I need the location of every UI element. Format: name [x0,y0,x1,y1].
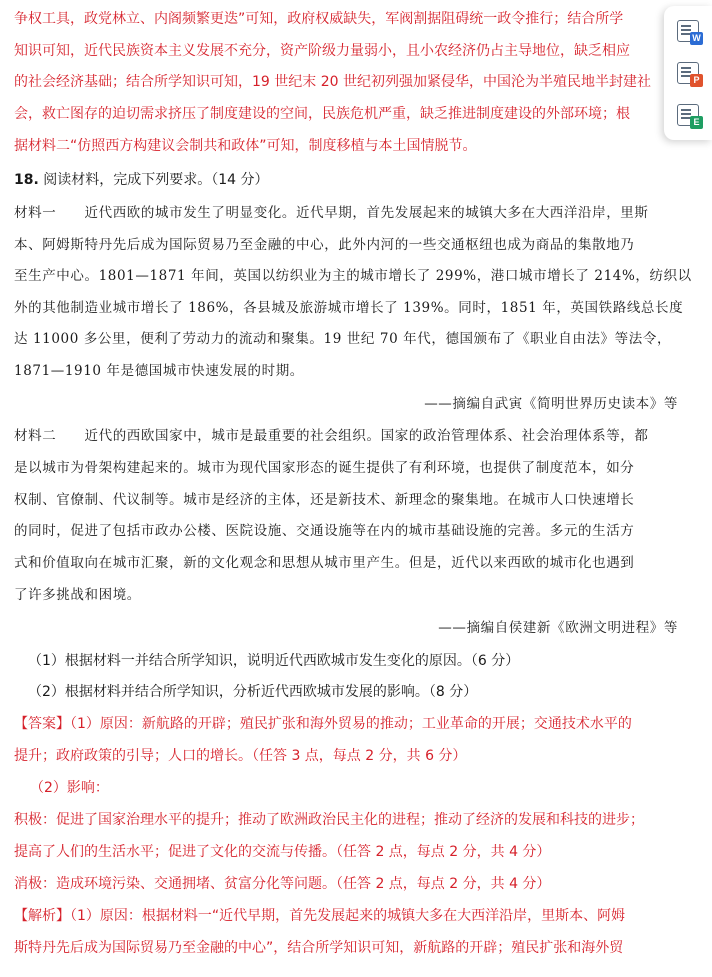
material1-line: 1871—1910 年是德国城市快速发展的时期。 [14,363,304,379]
prev-answer-line: 据材料二“仿照西方构建议会制共和政体”可知，制度移植与本土国情脱节。 [14,138,477,154]
side-toolbar [664,6,712,140]
analysis-line: 斯特丹先后成为国际贸易乃至金融的中心”，结合所学知识可知，新航路的开辟；殖民扩张和海外贸 [14,940,624,956]
excel-tag: E [690,116,703,129]
answer-line: 【答案】（1）原因：新航路的开辟；殖民扩张和海外贸易的推动；工业革命的开展；交通技术水平的 [14,716,632,732]
excel-icon[interactable] [677,104,699,126]
material2-line: 了许多挑战和困境。 [14,587,141,603]
question-number: 18. [14,172,39,188]
sub-question-2: （2）根据材料并结合所学知识，分析近代西欧城市发展的影响。（8 分） [28,684,478,700]
sub-question-1: （1）根据材料一并结合所学知识，说明近代西欧城市发生变化的原因。（6 分） [28,653,520,669]
material1-line: 材料一 近代西欧的城市发生了明显变化。近代早期，首先发展起来的城镇大多在大西洋沿岸，里斯 [14,205,649,221]
material1-line: 达 11000 多公里，便利了劳动力的流动和聚集。19 世纪 70 年代，德国颁布了《职业自由法》等法令， [14,331,672,347]
answer-line: 提升；政府政策的引导；人口的增长。（任答 3 点，每点 2 分，共 6 分） [14,748,467,764]
question-header [14,170,692,190]
ppt-icon[interactable] [677,62,699,84]
material2-line: 式和价值取向在城市汇聚，新的文化观念和思想从城市里产生。但是，近代以来西欧的城市化也遇到 [14,555,635,571]
analysis-line: 【解析】（1）原因：根据材料一“近代早期，首先发展起来的城镇大多在大西洋沿岸，里斯本、阿姆 [14,908,626,924]
question-prompt: 阅读材料，完成下列要求。（14 分） [43,172,269,188]
answer-line: 提高了人们的生活水平；促进了文化的交流与传播。（任答 2 点，每点 2 分，共 4 分） [14,844,551,860]
material1-line: 外的其他制造业城市增长了 186%，各县城及旅游城市增长了 139%。同时，1851 年，英国铁路线总长度 [14,300,684,316]
answer-line: （2）影响： [30,780,109,796]
material1-line: 至生产中心。1801—1871 年间，英国以纺织业为主的城市增长了 299%，港口城市增长了 214%，纺织以 [14,268,692,284]
material2-line: 权制、官僚制、代议制等。城市是经济的主体，还是新技术、新理念的聚集地。在城市人口快速增长 [14,492,635,508]
answer-line: 积极：促进了国家治理水平的提升；推动了欧洲政治民主化的进程；推动了经济的发展和科技的进步； [14,812,644,828]
material2-line: 材料二 近代的西欧国家中，城市是最重要的社会组织。国家的政治管理体系、社会治理体系等，都 [14,428,649,444]
word-icon[interactable] [677,20,699,42]
prev-answer-line: 知识可知，近代民族资本主义发展不充分，资产阶级力量弱小，且小农经济仍占主导地位，缺乏相应 [14,43,630,59]
material1-source: ——摘编自武寅《简明世界历史读本》等 [424,396,678,412]
word-tag: W [690,32,703,45]
material1-line: 本、阿姆斯特丹先后成为国际贸易乃至金融的中心，此外内河的一些交通枢纽也成为商品的集散地乃 [14,237,635,253]
answer-line: 消极：造成环境污染、交通拥堵、贫富分化等问题。（任答 2 点，每点 2 分，共 4 分） [14,876,551,892]
ppt-tag: P [690,74,703,87]
prev-answer-line: 会，救亡图存的迫切需求挤压了制度建设的空间，民族危机严重，缺乏推进制度建设的外部环境；根 [14,106,630,122]
material2-line: 的同时，促进了包括市政办公楼、医院设施、交通设施等在内的城市基础设施的完善。多元的生活方 [14,523,635,539]
prev-answer-line: 争权工具，政党林立、内阁频繁更迭”可知，政府权威缺失，军阀割据阻碍统一政令推行；结合所学 [14,11,624,27]
material2-source: ——摘编自侯建新《欧洲文明进程》等 [438,620,678,636]
material2-line: 是以城市为骨架构建起来的。城市为现代国家形态的诞生提供了有利环境，也提供了制度范本，如分 [14,460,635,476]
prev-answer-line: 的社会经济基础；结合所学知识可知，19 世纪末 20 世纪初列强加紧侵华，中国沦为半殖民地半封建社 [14,74,651,90]
